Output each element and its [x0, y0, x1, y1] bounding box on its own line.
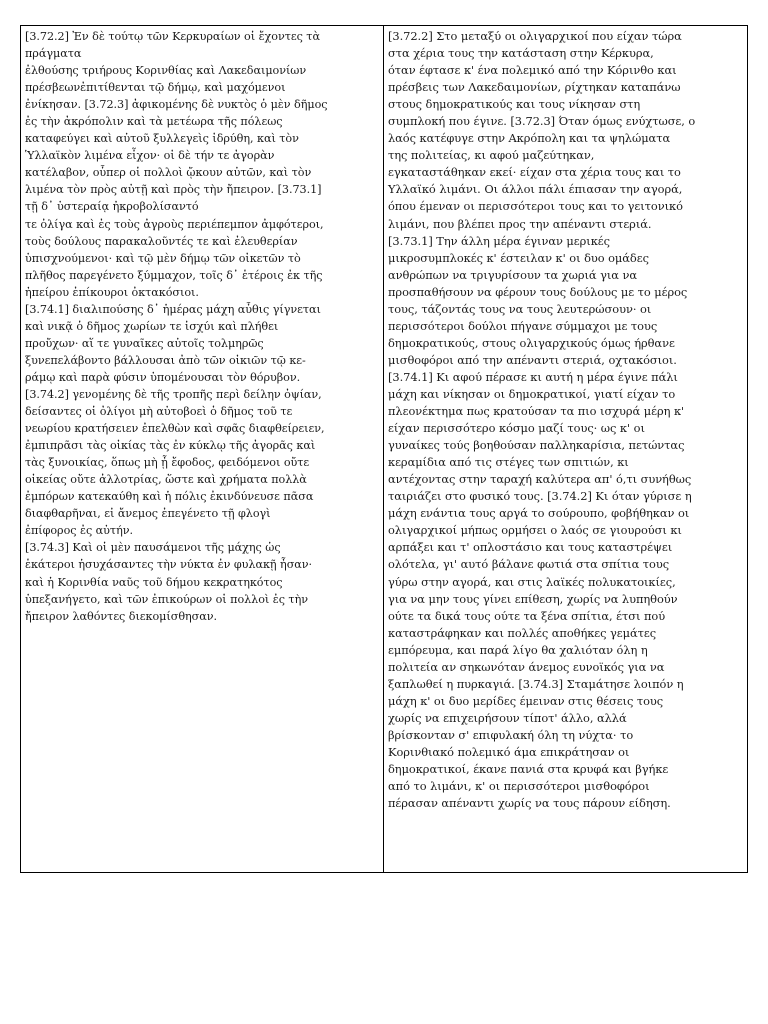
modern-text: [3.72.2] Στο μεταξύ οι ολιγαρχικοί που είχαν τώρα στα χέρια τους την κατάσταση στην Κέρκυρα, όταν έφτασε κ' ένα πολεμικό από την Κόρινθο και πρέσβεις των Λακεδαιμονίων, ρίχτηκαν καταπάνω στους δημοκρατικούς και τους νίκησαν στη συμπλοκή που έγινε. [3.72.3] Όταν όμως ενύχτωσε, ο λαός κατέφυγε στην Ακρόπολη και τα ψηλώματα της πολιτείας, κι αφού μαζεύτηκαν, εγκαταστάθηκαν εκεί· είχαν στα χέρια τους και το Υλλαϊκό λιμάνι. Οι άλλοι πάλι έπιασαν την αγορά, όπου έμεναν οι περισσότεροι τους και το γειτονικό λιμάνι, που βλέπει προς την απέναντι στεριά. [3.73.1] Την άλλη μέρα έγιναν μερικές μικροσυμπλοκές κ' έστειλαν κ' οι δυο ομάδες ανθρώπων να τριγυρίσουν τα χωριά για να προσπαθήσουν να φέρουν τους δούλους με το μέρος τους, τάζοντάς τους να τους λευτερώσουν· οι περισσότεροι δούλοι πήγανε σύμμαχοι με τους δημοκρατικούς, στους ολιγαρχικούς όμως ήρθανε μισθοφόροι από την απέναντι στεριά, οχτακόσιοι. [3.74.1] Κι αφού πέρασε κι αυτή η μέρα έγινε πάλι μάχη και νίκησαν οι δημοκρατικοί, γιατί είχαν το πλεονέκτημα πως κρατούσαν τα πιο ισχυρά μέρη κ' είχαν περισσότερο κόσμο μαζί τους· ως κ' οι γυναίκες τούς βοηθούσαν παλληκαρίσια, πετώντας κεραμίδια από τις στέγες των σπιτιών, κι αντέχοντας στην ταραχή καλύτερα απ' ό,τι συνήθως ταιριάζει στο φυσικό τους. [3.74.2] Κι όταν γύρισε η μάχη ενάντια τους αργά το σούρουπο, φοβήθηκαν οι ολιγαρχικοί μήπως ορμήσει ο λαός σε γιουρούσι κι αρπάξει και τ' οπλοστάσιο και τους καταστρέψει ολότελα, γι' αυτό βάλανε φωτιά στα σπίτια τους γύρω στην αγορά, και στις λαϊκές πολυκατοικίες, για να μην τους γίνει επίθεση, χωρίς να λυπηθούν ούτε τα δικά τους ούτε τα ξένα σπίτια, έτσι πού καταστράφηκαν και πολλές αποθήκες γεμάτες εμπόρευμα, και παρά λίγο θα χαλιόταν όλη η πολιτεία αν σηκωνόταν άνεμος ευνοϊκός για να ξαπλωθεί η πυρκαγιά. [3.74.3] Σταμάτησε λοιπόν η μάχη κ' οι δυο μερίδες έμειναν στις θέσεις τους χωρίς να επιχειρήσουν τίποτ' άλλο, αλλά βρίσκονταν σ' επιφυλακή όλη τη νύχτα· το Κορινθιακό πολεμικό άμα επικράτησαν οι δημοκρατικοί, έκανε πανιά στα κρυφά και βγήκε από το λιμάνι, κ' οι περισσότεροι μισθοφόροι πέρασαν απέναντι χωρίς να τους πάρουν είδηση. — [388, 29, 696, 811]
modern-translation-column — [384, 26, 747, 872]
greek-text: [3.72.2] Ἐν δὲ τούτῳ τῶν Κερκυραίων οἱ ἔχοντες τὰ πράγματα ἐλθούσης τριήρους Κορινθίας καὶ Λακεδαιμονίων πρέσβεωνἐπιτίθενται τῷ δήμῳ, καὶ μαχόμενοι ἐνίκησαν. [3.72.3] ἀφικομένης δὲ νυκτὸς ὁ μὲν δῆμος ἐς τὴν ἀκρόπολιν καὶ τὰ μετέωρα τῆς πόλεως καταφεύγει καὶ αὐτοῦ ξυλλεγεὶς ἱδρύθη, καὶ τὸν Ὑλλαϊκὸν λιμένα εἶχον· οἱ δὲ τήν τε ἀγορὰν κατέλαβον, οὗπερ οἱ πολλοὶ ᾤκουν αὐτῶν, καὶ τὸν λιμένα τὸν πρὸς αὐτῇ καὶ πρὸς τὴν ἤπειρον. [3.73.1] τῇ δ᾽ ὑστεραίᾳ ἠκροβολίσαντό τε ὀλίγα καὶ ἐς τοὺς ἀγροὺς περιέπεμπον ἀμφότεροι, τοὺς δούλους παρακαλοῦντές τε καὶ ἐλευθερίαν ὑπισχνούμενοι· καὶ τῷ μὲν δήμῳ τῶν οἰκετῶν τὸ πλῆθος παρεγένετο ξύμμαχον, τοῖς δ᾽ ἑτέροις ἐκ τῆς ἠπείρου ἐπίκουροι ὀκτακόσιοι. [3.74.1] διαλιπούσης δ᾽ ἡμέρας μάχη αὖθις γίγνεται καὶ νικᾷ ὁ δῆμος χωρίων τε ἰσχύι καὶ πλήθει προὔχων· αἵ τε γυναῖκες αὐτοῖς τολμηρῶς ξυνεπελάβοντο βάλλουσαι ἀπὸ τῶν οἰκιῶν τῷ κε- ράμῳ καὶ παρὰ φύσιν ὑπομένουσαι τὸν θόρυβον. [3.74.2] γενομένης δὲ τῆς τροπῆς περὶ δείλην ὀψίαν, δείσαντες οἱ ὀλίγοι μὴ αὐτοβοεὶ ὁ δῆμος τοῦ τε νεωρίου κρατήσειεν ἐπελθὼν καὶ σφᾶς διαφθείρειεν, ἐμπιπρᾶσι τὰς οἰκίας τὰς ἐν κύκλῳ τῆς ἀγορᾶς καὶ τὰς ξυνοικίας, ὅπως μὴ ᾖ ἔφοδος, φειδόμενοι οὔτε οἰκείας οὔτε ἀλλοτρίας, ὥστε καὶ χρήματα πολλὰ ἐμπόρων κατεκαύθη καὶ ἡ πόλις ἐκινδύνευσε πᾶσα διαφθαρῆναι, εἰ ἄνεμος ἐπεγένετο τῇ φλογὶ ἐπίφορος ἐς αὐτήν. [3.74.3] Καὶ οἱ μὲν παυσάμενοι τῆς μάχης ὡς ἑκάτεροι ἡσυχάσαντες τὴν νύκτα ἐν φυλακῇ ἦσαν· καὶ ἡ Κορινθία ναῦς τοῦ δήμου κεκρατηκότος ὑπεξανήγετο, καὶ τῶν ἐπικούρων οἱ πολλοὶ ἐς τὴν ἤπειρον λαθόντες διεκομίσθησαν. — [25, 30, 328, 623]
greek-text-column — [21, 26, 384, 872]
parallel-text-table — [20, 25, 748, 873]
